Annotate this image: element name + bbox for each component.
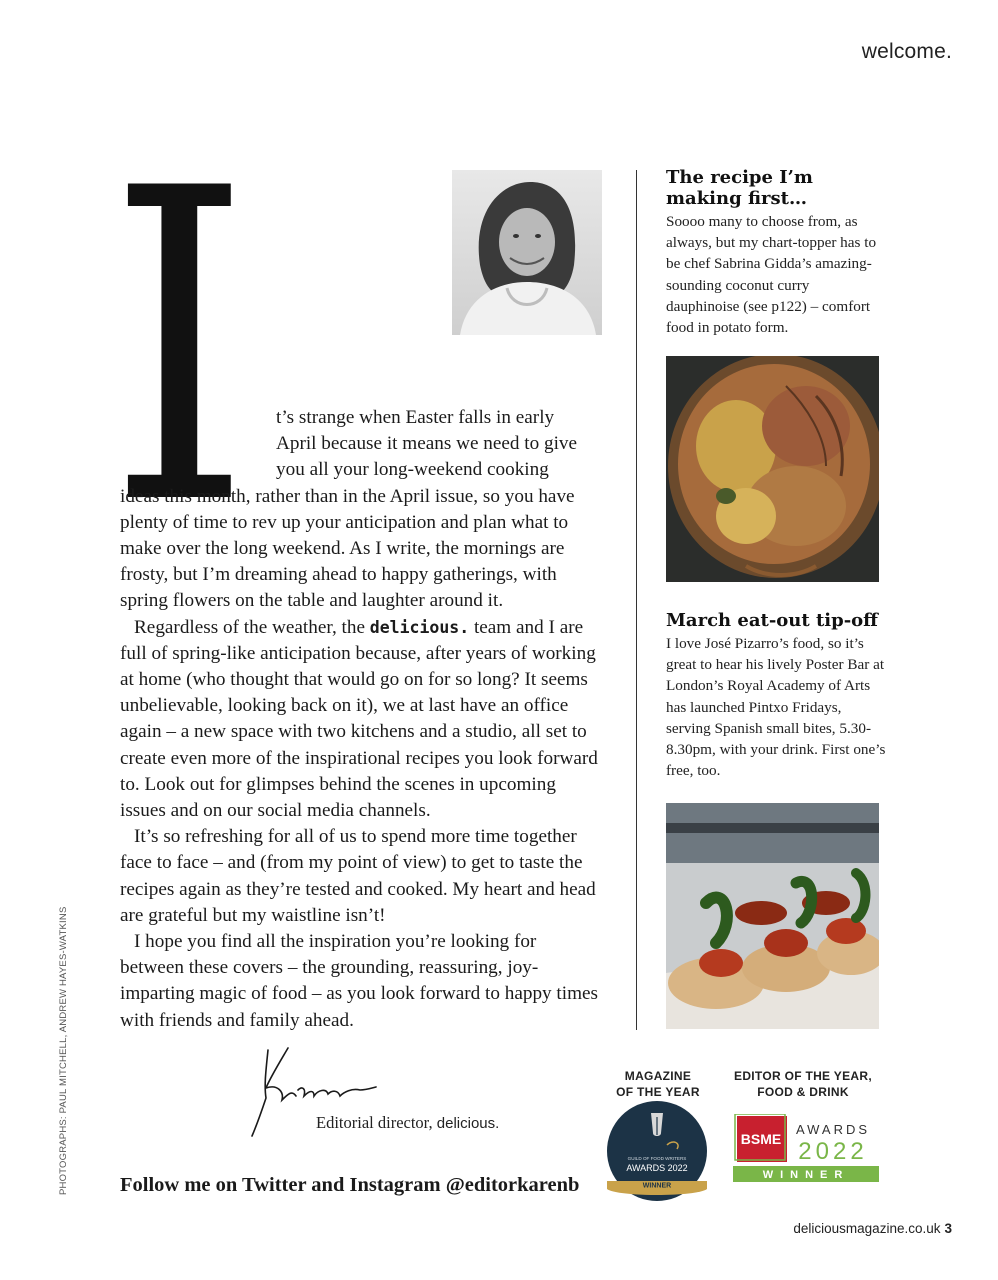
tip-heading: March eat-out tip-off bbox=[666, 610, 878, 631]
page-footer bbox=[793, 1221, 952, 1236]
editorial-paragraph-3: It’s so refreshing for all of us to spend more time together face to face – and (from my point of view) to get to taste the recipes again as they’re tested and cooked. My heart and head are grateful but my waistline isn’t! bbox=[120, 826, 596, 926]
bsme-result: WINNER bbox=[762, 1169, 850, 1181]
line: you all your long-weekend cooking bbox=[276, 459, 549, 481]
signoff-brand: delicious. bbox=[436, 1115, 500, 1132]
gfw-award-badge bbox=[607, 1101, 707, 1201]
signoff bbox=[316, 1113, 499, 1133]
heading-line: making first… bbox=[666, 188, 807, 209]
bsme-year: 2022 bbox=[798, 1138, 868, 1165]
line: t’s strange when Easter falls in early bbox=[276, 407, 555, 428]
text-run: Regardless of the weather, the bbox=[134, 616, 370, 638]
brand-name: delicious. bbox=[369, 617, 470, 637]
page-number: 3 bbox=[944, 1221, 952, 1236]
recipe-text: Soooo many to choose from, as always, but my chart-topper has to be chef Sabrina Gidda’s amazing-sounding coconut curry dauphinoise (see p122) – comfort food in potato form. bbox=[666, 213, 877, 337]
column-divider bbox=[636, 170, 637, 1030]
pintxo-photo bbox=[666, 803, 879, 1029]
award-line: FOOD & DRINK bbox=[757, 1085, 849, 1099]
editor-portrait bbox=[452, 170, 602, 335]
photo-credit: PHOTOGRAPHS: PAUL MITCHELL, ANDREW HAYES-WATKINS bbox=[58, 906, 69, 1195]
tip-text: I love José Pizarro’s food, so it’s great to hear his lively Poster Bar at London’s Royal Academy of Arts has launched Pintxo Fridays, serving Spanish small bites, 5.30-8.30pm, with your drink. First one’s free, too. bbox=[666, 635, 886, 780]
gfw-org: GUILD OF FOOD WRITERS bbox=[627, 1156, 687, 1161]
signoff-role: Editorial director, bbox=[316, 1113, 433, 1132]
text-run: team and I are full of spring-like anticipation because, after years of working at home (who thought that would go on for so long? It seems unbelievable, looking back on it), we at last have an office again – a new space with two kitchens and a studio, all set to create even more of the inspirational recipes you look forward to. Look out for glimpses behind the scenes in upcoming issues and on our social media channels. bbox=[120, 616, 598, 822]
site-url[interactable]: deliciousmagazine.co.uk bbox=[793, 1221, 941, 1236]
award-line: EDITOR OF THE YEAR, bbox=[734, 1069, 872, 1083]
bsme-logo: BSME bbox=[740, 1131, 782, 1147]
bsme-award-badge bbox=[733, 1114, 879, 1182]
line: ideas this month, rather than in the April issue, so you have plenty of time to rev up your anticipation and plan what to make over the long weekend. As I write, the mornings are frosty, but I’m dreaming ahead to happy gatherings, with spring flowers on the table and laughter around it. bbox=[120, 485, 575, 612]
gfw-award-title bbox=[604, 1068, 712, 1100]
dauphinoise-photo bbox=[666, 356, 879, 582]
editorial-paragraph-2 bbox=[120, 615, 600, 825]
editorial-paragraph-1 bbox=[120, 405, 600, 615]
social-handle: Follow me on Twitter and Instagram @editorkarenb bbox=[120, 1174, 580, 1196]
drop-cap: I bbox=[108, 99, 251, 599]
editorial-paragraph-4: I hope you find all the inspiration you’re looking for between these covers – the grounding, reassuring, joy-imparting magic of food – as you look forward to happy times with friends and family ahead. bbox=[120, 931, 598, 1031]
line: April because it means we need to give bbox=[276, 433, 578, 455]
section-label: welcome. bbox=[861, 40, 952, 63]
award-line: MAGAZINE bbox=[624, 1069, 692, 1083]
gfw-awards: AWARDS 2022 bbox=[626, 1163, 688, 1173]
editorial-body bbox=[120, 405, 600, 1034]
recipe-heading bbox=[666, 167, 813, 209]
bsme-award-title bbox=[728, 1068, 878, 1100]
gfw-result: WINNER bbox=[642, 1182, 672, 1190]
heading-line: The recipe I’m bbox=[666, 167, 813, 188]
bsme-awards: AWARDS bbox=[795, 1122, 871, 1137]
award-line: OF THE YEAR bbox=[616, 1085, 700, 1099]
